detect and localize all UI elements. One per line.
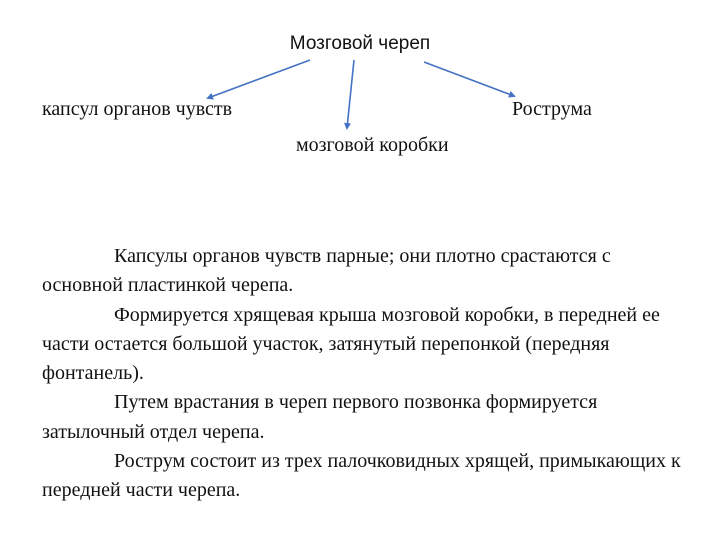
arrow-to-right <box>424 62 514 96</box>
node-rostrum: Рострума <box>512 98 592 120</box>
paragraph: Капсулы органов чувств парные; они плотно срастаются с основной пластинкой черепа. <box>42 245 611 297</box>
paragraph: Рострум состоит из трех палочковидных хрящей, примыкающих к передней части черепа. <box>42 450 681 502</box>
paragraph: Формируется хрящевая крыша мозговой коробки, в передней ее части остается большой участок, затянутый перепонкой (передняя фонтанель). <box>42 303 660 385</box>
paragraph: Путем врастания в череп первого позвонка формируется затылочный отдел черепа. <box>42 391 598 443</box>
arrow-to-left <box>208 60 310 98</box>
node-braincase: мозговой коробки <box>296 134 449 156</box>
body-text <box>42 242 682 506</box>
node-sense-capsules: капсул органов чувств <box>42 98 233 120</box>
diagram-title: Мозговой череп <box>289 33 431 54</box>
arrow-to-center <box>347 60 354 128</box>
